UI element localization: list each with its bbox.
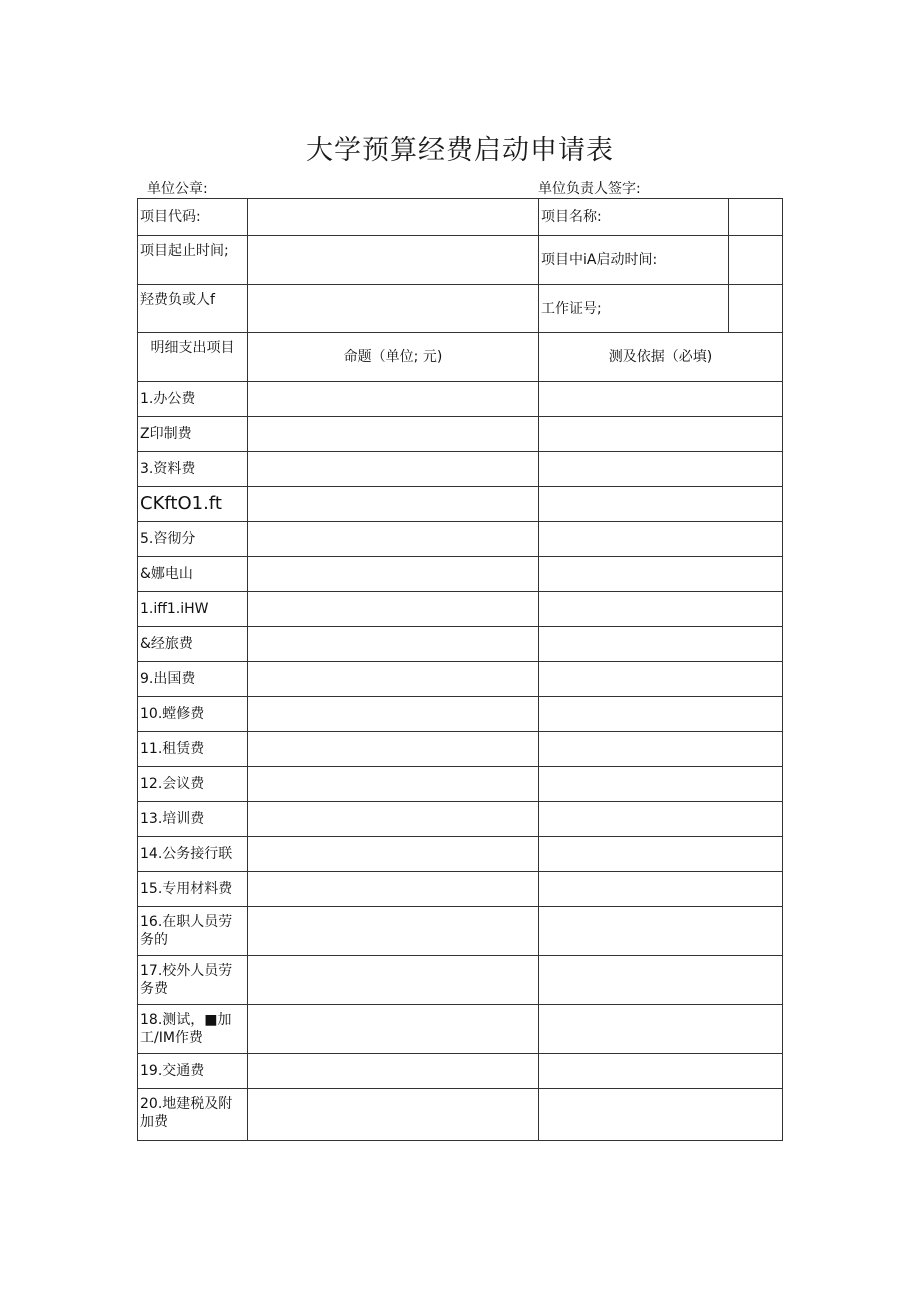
unit-seal-label: 单位公章: <box>147 181 208 197</box>
column-header-amount: 命题（单位; 元) <box>248 333 539 382</box>
expense-item-amount-field[interactable] <box>248 382 539 417</box>
expense-item-basis-field[interactable] <box>539 1089 783 1141</box>
expense-item-amount-field[interactable] <box>248 956 539 1005</box>
expense-item-amount-field[interactable] <box>248 697 539 732</box>
expense-item-amount-field[interactable] <box>248 837 539 872</box>
expense-item-amount-field[interactable] <box>248 417 539 452</box>
expense-item-amount-field[interactable] <box>248 1005 539 1054</box>
expense-item-basis-field[interactable] <box>539 907 783 956</box>
expense-item-basis-field[interactable] <box>539 592 783 627</box>
expense-item-basis-field[interactable] <box>539 487 783 522</box>
expense-item-label: 20.地建税及附加费 <box>138 1089 248 1141</box>
project-period-label: 项目起止时间; <box>138 236 248 285</box>
expense-item-row <box>138 767 783 802</box>
expense-item-row <box>138 627 783 662</box>
expense-item-label: 11.租赁费 <box>138 732 248 767</box>
expense-item-amount-field[interactable] <box>248 907 539 956</box>
expense-item-basis-field[interactable] <box>539 872 783 907</box>
expense-item-amount-field[interactable] <box>248 872 539 907</box>
expense-item-row <box>138 452 783 487</box>
expense-item-row <box>138 956 783 1005</box>
expense-item-label: 13.培训费 <box>138 802 248 837</box>
expense-item-row <box>138 487 783 522</box>
expense-item-amount-field[interactable] <box>248 487 539 522</box>
expense-item-basis-field[interactable] <box>539 662 783 697</box>
expense-item-amount-field[interactable] <box>248 662 539 697</box>
expense-item-label: 3.资料费 <box>138 452 248 487</box>
expense-item-row <box>138 872 783 907</box>
expense-item-basis-field[interactable] <box>539 1054 783 1089</box>
expense-item-amount-field[interactable] <box>248 767 539 802</box>
expense-item-row <box>138 592 783 627</box>
expense-item-label: &经旅费 <box>138 627 248 662</box>
work-id-label: 工作证号; <box>539 285 729 333</box>
expense-item-label: CKftO1.ft <box>138 487 248 522</box>
expense-item-label: 9.出国费 <box>138 662 248 697</box>
expense-item-label: Z印制费 <box>138 417 248 452</box>
expense-item-label: 16.在职人员劳务的 <box>138 907 248 956</box>
expense-item-label: 17.校外人员劳务费 <box>138 956 248 1005</box>
expense-item-basis-field[interactable] <box>539 417 783 452</box>
expense-item-row <box>138 662 783 697</box>
expense-item-basis-field[interactable] <box>539 837 783 872</box>
project-name-label: 项目名称: <box>539 199 729 236</box>
expense-item-label: 1.iff1.iHW <box>138 592 248 627</box>
expense-item-basis-field[interactable] <box>539 557 783 592</box>
column-header-item: 明细支出项目 <box>138 333 248 382</box>
expense-item-row <box>138 557 783 592</box>
expense-item-label: 1.办公费 <box>138 382 248 417</box>
expense-item-basis-field[interactable] <box>539 767 783 802</box>
expense-item-row <box>138 382 783 417</box>
expense-item-label: 10.螳修费 <box>138 697 248 732</box>
column-header-basis: 测及依据（必填) <box>539 333 783 382</box>
project-period-field[interactable] <box>248 236 539 285</box>
expense-item-amount-field[interactable] <box>248 522 539 557</box>
project-start-label: 项目中iA启动时间: <box>539 236 729 285</box>
form-title: 大学预算经费启动申请表 <box>306 135 614 166</box>
expense-item-amount-field[interactable] <box>248 1054 539 1089</box>
expense-item-amount-field[interactable] <box>248 592 539 627</box>
expense-item-row <box>138 522 783 557</box>
person-in-charge-field[interactable] <box>248 285 539 333</box>
expense-item-label: 18.测试，■加工/IM作费 <box>138 1005 248 1054</box>
expense-item-basis-field[interactable] <box>539 1005 783 1054</box>
person-in-charge-label: 羟费负或人f <box>138 285 248 333</box>
expense-item-row <box>138 1089 783 1141</box>
expense-item-amount-field[interactable] <box>248 1089 539 1141</box>
expense-item-basis-field[interactable] <box>539 382 783 417</box>
expense-item-label: 5.咨彻分 <box>138 522 248 557</box>
expense-item-label: 19.交通费 <box>138 1054 248 1089</box>
expense-item-row <box>138 417 783 452</box>
unit-head-signature-label: 单位负责人签字: <box>538 181 641 197</box>
expense-item-row <box>138 732 783 767</box>
expense-item-row <box>138 837 783 872</box>
expense-item-rows <box>138 382 783 1141</box>
expense-item-basis-field[interactable] <box>539 452 783 487</box>
expense-item-row <box>138 1005 783 1054</box>
project-code-field[interactable] <box>248 199 539 236</box>
expense-item-label: 12.会议费 <box>138 767 248 802</box>
expense-item-basis-field[interactable] <box>539 522 783 557</box>
work-id-field[interactable] <box>729 285 783 333</box>
expense-item-row <box>138 1054 783 1089</box>
expense-item-amount-field[interactable] <box>248 732 539 767</box>
expense-item-basis-field[interactable] <box>539 802 783 837</box>
project-code-label: 项目代码: <box>138 199 248 236</box>
expense-item-basis-field[interactable] <box>539 956 783 1005</box>
expense-item-amount-field[interactable] <box>248 557 539 592</box>
expense-item-row <box>138 802 783 837</box>
budget-application-table <box>137 198 783 1141</box>
expense-item-basis-field[interactable] <box>539 732 783 767</box>
expense-item-row <box>138 907 783 956</box>
expense-item-amount-field[interactable] <box>248 627 539 662</box>
expense-item-row <box>138 697 783 732</box>
expense-item-label: &娜电山 <box>138 557 248 592</box>
expense-item-basis-field[interactable] <box>539 627 783 662</box>
expense-item-amount-field[interactable] <box>248 802 539 837</box>
expense-item-basis-field[interactable] <box>539 697 783 732</box>
project-name-field[interactable] <box>729 199 783 236</box>
expense-item-label: 14.公务接行联 <box>138 837 248 872</box>
expense-item-label: 15.专用材料费 <box>138 872 248 907</box>
project-start-field[interactable] <box>729 236 783 285</box>
expense-item-amount-field[interactable] <box>248 452 539 487</box>
